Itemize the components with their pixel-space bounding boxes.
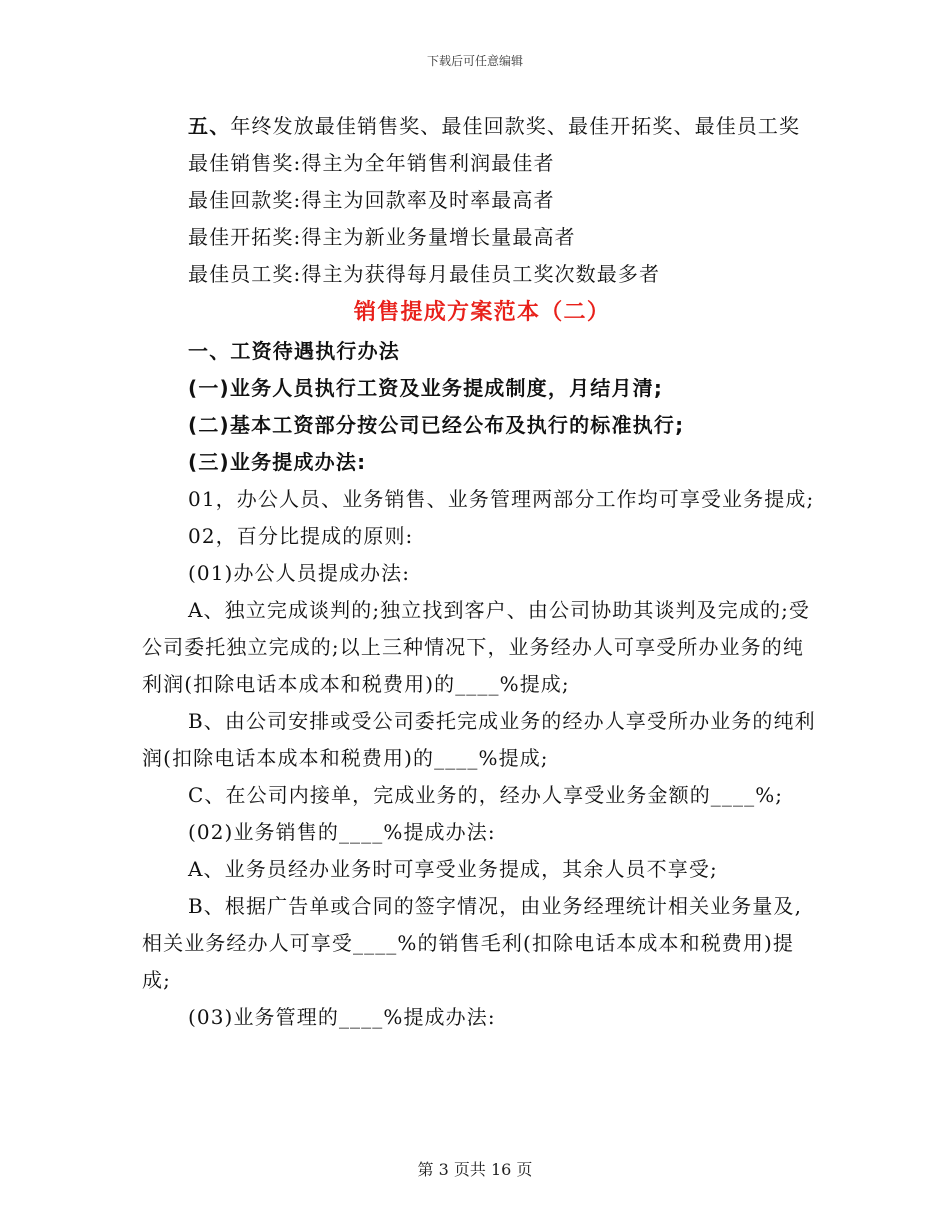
heading-1-1: (一)业务人员执行工资及业务提成制度，月结月清; — [188, 376, 664, 400]
paragraph-02-02-a: A、业务员经办业务时可享受业务提成，其余人员不享受; — [188, 857, 718, 881]
paragraph-02: 02，百分比提成的原则: — [188, 524, 414, 548]
section-5-heading-text: 年终发放最佳销售奖、最佳回款奖、最佳开拓奖、最佳员工奖 — [230, 114, 801, 138]
paragraph-02-01-b: B、由公司安排或受公司委托完成业务的经办人享受所办业务的纯利润(扣除电话本成本和税费用)的____%提成; — [142, 709, 816, 770]
paragraph-02-02-b: B、根据广告单或合同的签字情况，由业务经理统计相关业务量及,相关业务经办人可享受____%的销售毛利(扣除电话本成本和税费用)提成; — [142, 894, 803, 992]
heading-1-2: (二)基本工资部分按公司已经公布及执行的标准执行; — [188, 413, 685, 437]
paragraph-02-01-c: C、在公司内接单，完成业务的，经办人享受业务金额的____%; — [188, 783, 784, 807]
paragraph-02-01-a: A、独立完成谈判的;独立找到客户、由公司协助其谈判及完成的;受公司委托独立完成的;以上三种情况下，业务经办人可享受所办业务的纯利润(扣除电话本成本和税费用)的____%提成; — [142, 598, 811, 696]
heading-1-3: (三)业务提成办法: — [188, 450, 367, 474]
paragraph-01: 01，办公人员、业务销售、业务管理两部分工作均可享受业务提成; — [188, 487, 815, 511]
award-best-staff: 最佳员工奖:得主为获得每月最佳员工奖次数最多者 — [188, 262, 661, 286]
section-5-heading — [142, 108, 822, 145]
page-footer: 第 3 页共 16 页 — [417, 1160, 533, 1179]
section-5-number: 五、 — [188, 114, 231, 138]
paragraph-02-02: (02)业务销售的____%提成办法: — [188, 820, 496, 844]
heading-1: 一、工资待遇执行办法 — [188, 339, 400, 363]
award-best-expansion: 最佳开拓奖:得主为新业务量增长量最高者 — [188, 225, 576, 249]
paragraph-02-01: (01)办公人员提成办法: — [188, 561, 411, 585]
award-best-collection: 最佳回款奖:得主为回款率及时率最高者 — [188, 188, 555, 212]
document-title: 销售提成方案范本（二） — [353, 300, 611, 325]
page-header: 下载后可任意编辑 — [426, 54, 523, 68]
document-body — [142, 108, 822, 1036]
award-best-sales: 最佳销售奖:得主为全年销售利润最佳者 — [188, 151, 555, 175]
paragraph-02-03: (03)业务管理的____%提成办法: — [188, 1005, 496, 1029]
